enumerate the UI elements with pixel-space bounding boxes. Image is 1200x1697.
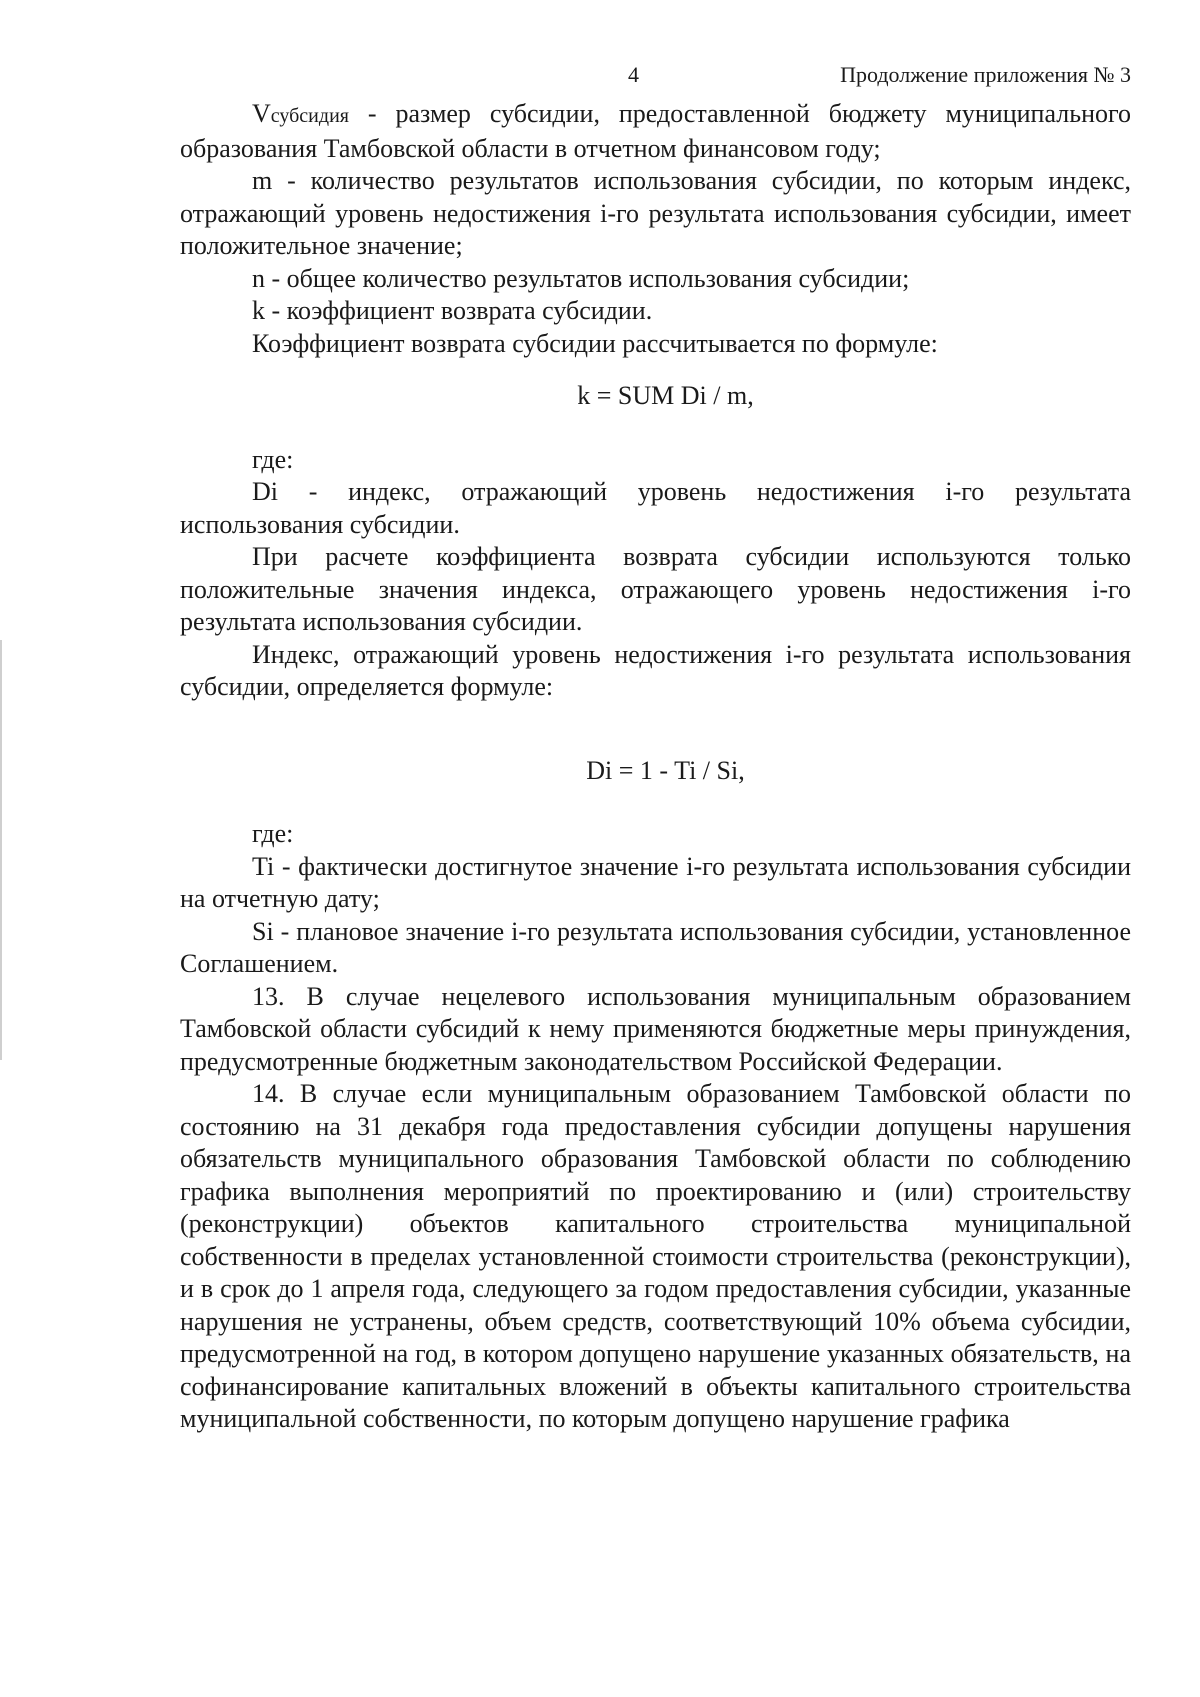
item-13: 13. В случае нецелевого использования муниципальным образованием Тамбовской области субсидий к нему применяются бюджетные меры принуждения, предусмотренные бюджетным законодательством Российской Федерации. — [180, 981, 1131, 1076]
k-definition: k - коэффициент возврата субсидии. — [252, 296, 653, 325]
si-definition: Si - плановое значение i-го результата использования субсидии, установленное Соглашением. — [180, 916, 1131, 978]
m-definition: m - количество результатов использования субсидии, по которым индекс, отражающий уровень недостижения i-го результата использования субсидии, имеет положительное значение; — [180, 166, 1131, 260]
v-symbol: V — [252, 99, 271, 128]
scan-edge-artifact — [0, 640, 2, 1060]
document-body — [180, 98, 1131, 1436]
v-description: - размер субсидии, предоставленной бюджету муниципального образования Тамбовской области в отчетном финансовом году; — [180, 99, 1131, 163]
formula-k: k = SUM Di / m, — [577, 381, 754, 410]
n-definition: n - общее количество результатов использования субсидии; — [252, 263, 910, 293]
di-definition: Di - индекс, отражающий уровень недостижения i-го результата использования субсидии. — [180, 477, 1131, 539]
page-number: 4 — [628, 62, 639, 87]
index-intro: Индекс, отражающий уровень недостижения i-го результата использования субсидии, определяется формуле: — [180, 639, 1131, 701]
v-subsidy-definition — [180, 98, 1131, 165]
positive-values-note: При расчете коэффициента возврата субсидии используются только положительные значения индекса, отражающего уровень недостижения i-го результата использования субсидии. — [180, 542, 1131, 636]
formula-di: Di = 1 - Ti / Si, — [586, 755, 745, 785]
where-label-2: где: — [252, 819, 294, 848]
k-calculation-intro: Коэффициент возврата субсидии рассчитывается по формуле: — [252, 328, 938, 358]
ti-definition: Ti - фактически достигнутое значение i-го результата использования субсидии на отчетную дату; — [180, 851, 1131, 913]
where-label-1: где: — [252, 444, 294, 474]
appendix-continuation-note: Продолжение приложения № 3 — [840, 62, 1131, 87]
item-14: 14. В случае если муниципальным образованием Тамбовской области по состоянию на 31 декабря года предоставления субсидии допущены нарушения обязательств муниципального образования Тамбовской области по соблюдению графика выполнения мероприятий по проектированию и (или) строительству (реконструкции) объектов капитального строительства муниципальной собственности в пределах установленной стоимости строительства (реконструкции), и в срок до 1 апреля года, следующего за годом предоставления субсидии, указанные нарушения не устранены, объем средств, соответствующий 10% объема субсидии, предусмотренной на год, в котором допущено нарушение указанных обязательств, на софинансирование капитальных вложений в объекты капитального строительства муниципальной собственности, по которым допущено нарушение графика — [180, 1079, 1131, 1433]
v-subscript: субсидия — [270, 105, 349, 127]
